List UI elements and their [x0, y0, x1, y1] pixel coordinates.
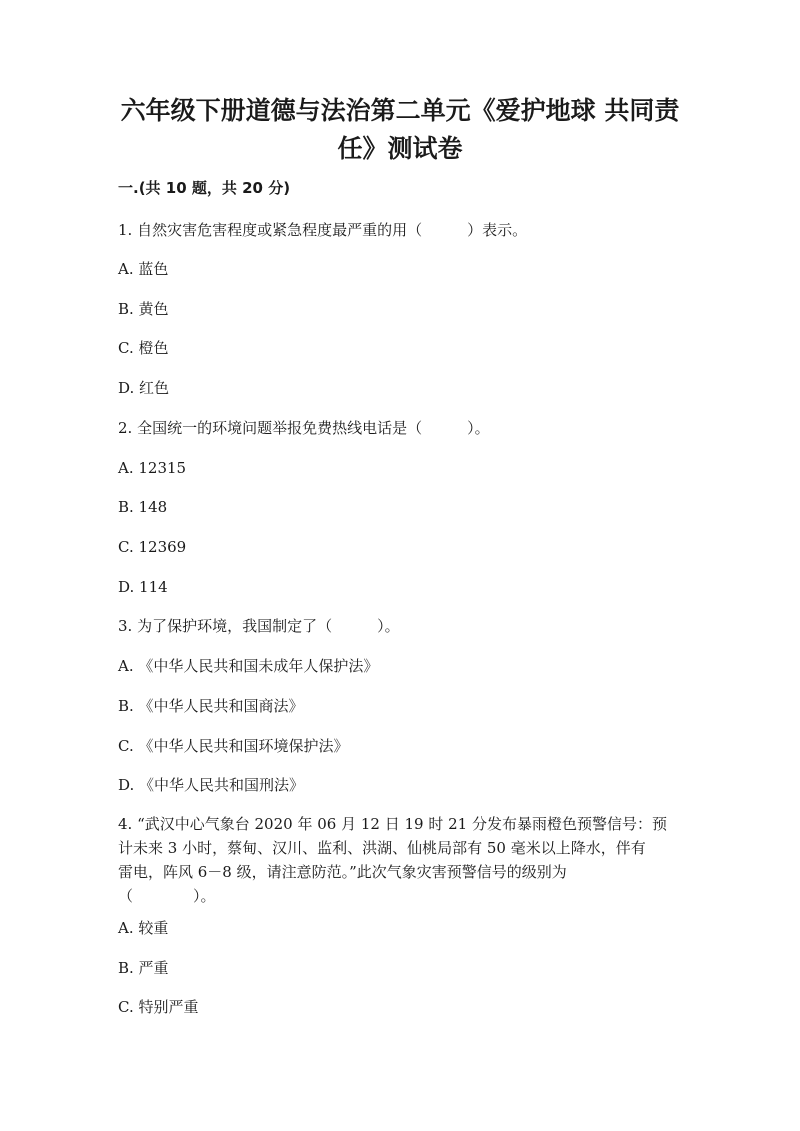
page-title-line-1: 六年级下册道德与法治第二单元《爱护地球 共同责: [120, 96, 680, 125]
question-1-option-c: C. 橙色: [118, 339, 169, 357]
question-4-option-a: A. 较重: [118, 919, 169, 937]
question-4-stem-line-2: 计未来 3 小时，蔡甸、汉川、监利、洪湖、仙桃局部有 50 毫米以上降水，伴有: [118, 839, 646, 857]
question-4-stem-line-1: 4. “武汉中心气象台 2020 年 06 月 12 日 19 时 21 分发布暴雨橙色预警信号：预: [118, 815, 667, 833]
question-1-option-d: D. 红色: [118, 379, 170, 397]
question-3-stem: 3. 为了保护环境，我国制定了（ ）。: [118, 617, 400, 635]
question-2-option-b: B. 148: [118, 498, 168, 516]
question-1-option-a: A. 蓝色: [118, 260, 169, 278]
question-4-stem-line-4: （ ）。: [118, 887, 216, 905]
question-2-option-d: D. 114: [118, 578, 168, 596]
question-3-option-a: A. 《中华人民共和国未成年人保护法》: [118, 657, 379, 675]
question-3-option-c: C. 《中华人民共和国环境保护法》: [118, 737, 349, 755]
question-4-stem-line-3: 雷电，阵风 6－8 级，请注意防范。”此次气象灾害预警信号的级别为: [118, 863, 567, 881]
question-2-stem: 2. 全国统一的环境问题举报免费热线电话是（ ）。: [118, 419, 490, 437]
question-2-option-c: C. 12369: [118, 538, 187, 556]
question-2-option-a: A. 12315: [118, 459, 187, 477]
question-4-option-c: C. 特别严重: [118, 998, 199, 1016]
question-3-option-d: D. 《中华人民共和国刑法》: [118, 776, 305, 794]
page-title: [110, 92, 690, 168]
question-4-option-b: B. 严重: [118, 959, 169, 977]
question-4-stem: [118, 812, 698, 908]
page-title-line-2: 任》测试卷: [337, 134, 463, 163]
question-1-option-b: B. 黄色: [118, 300, 169, 318]
section-heading: 一.(共 10 题，共 20 分): [118, 179, 291, 197]
question-1-stem: 1. 自然灾害危害程度或紧急程度最严重的用（ ）表示。: [118, 221, 528, 239]
question-3-option-b: B. 《中华人民共和国商法》: [118, 697, 304, 715]
